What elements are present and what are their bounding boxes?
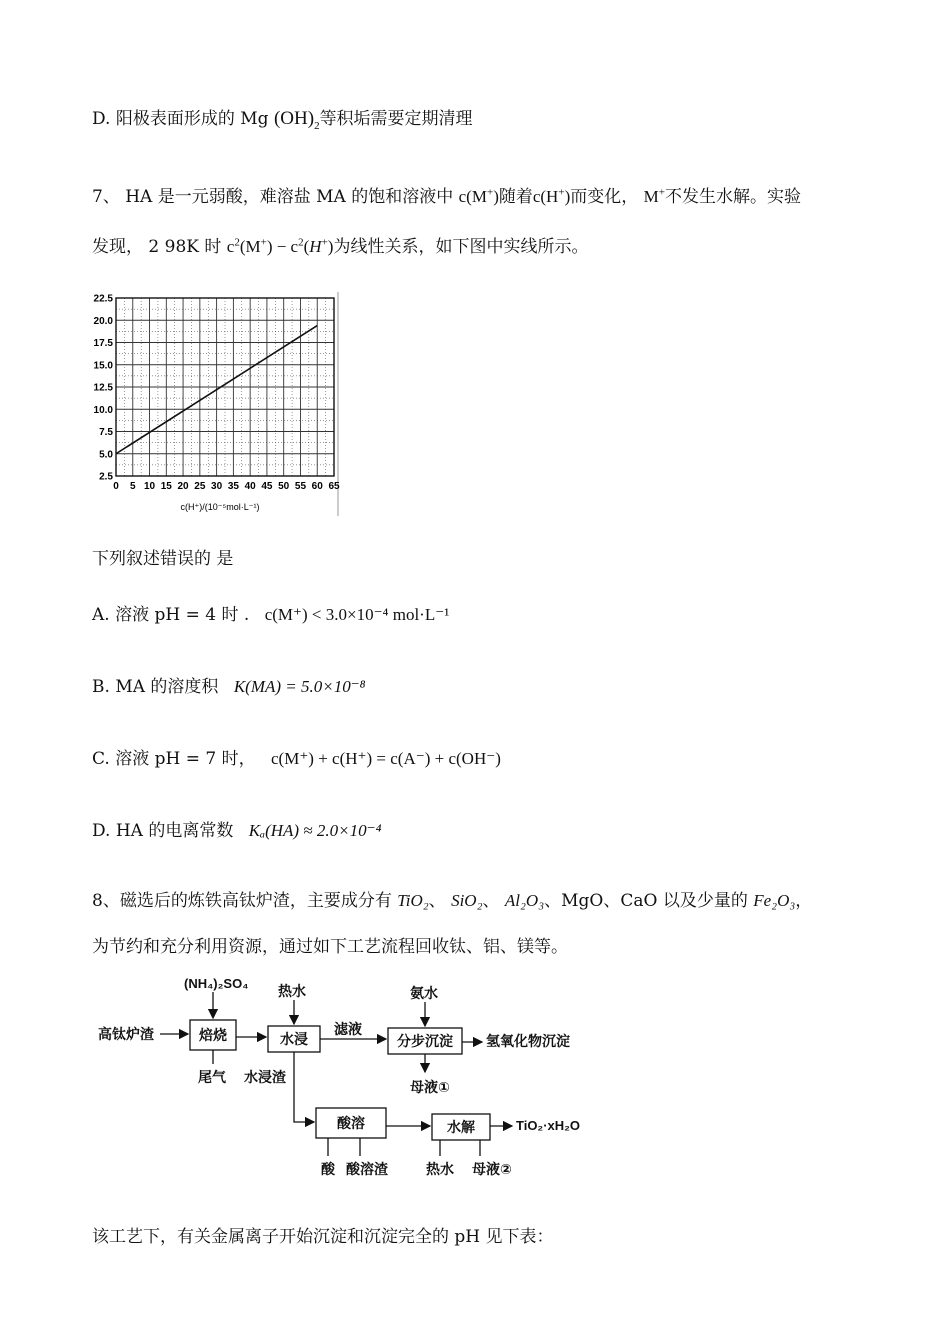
label-box2: 水浸 [280, 1031, 308, 1047]
x-tick-label: 10 [143, 481, 156, 492]
formula-fe2o3: Fe₂O₃ [753, 891, 796, 910]
question-text: 而变化， [570, 187, 639, 207]
label-reagent3: 氨水 [410, 985, 438, 1001]
formula-m-plus: M+ [643, 186, 665, 206]
separator: 、 [482, 891, 500, 911]
x-tick-label: 20 [177, 481, 189, 492]
label-out3: 母液① [410, 1079, 450, 1095]
question-text: ，如下图中实线所示。 [418, 237, 589, 257]
separator: 、 [428, 891, 446, 911]
label-product1: 氢氧化物沉淀 [486, 1033, 570, 1049]
question-number: 8、 [92, 891, 120, 911]
formula: $(OH)_2$ [273, 108, 320, 132]
y-tick-label: 12.5 [93, 382, 113, 394]
option-label: A. [92, 605, 110, 625]
option-text: 阳极表面形成的 Mg [115, 109, 269, 129]
question-text: 磁选后的炼铁高钛炉渣，主要成分有 [119, 891, 392, 911]
x-tick-label: 25 [194, 481, 206, 492]
q7-option-a [92, 600, 449, 625]
option-text: 溶液 pH = 4 时 . [115, 605, 250, 625]
x-tick-label: 5 [129, 481, 136, 492]
formula-sio2: SiO₂ [451, 891, 483, 910]
q7-option-c [92, 744, 501, 769]
x-axis-label: c(H⁺)/(10⁻⁵mol·L⁻¹) [180, 502, 260, 512]
label-input: 高钛炉渣 [98, 1026, 154, 1042]
question-text: 、MgO、CaO 以及少量的 [544, 891, 748, 911]
q7-stem: 下列叙述错误的 是 [92, 549, 234, 569]
label-out4: 酸溶渣 [346, 1161, 388, 1177]
label-out2: 水浸渣 [244, 1069, 286, 1085]
punctuation: ， [795, 891, 813, 911]
x-tick-label: 30 [211, 481, 223, 492]
option-text: MA 的溶度积 [115, 677, 219, 697]
q8-table-intro: 该工艺下，有关金属离子开始沉淀和沉淀完全的 pH 见下表： [92, 1227, 554, 1247]
q7-option-b [92, 672, 366, 697]
q7-line-1 [92, 182, 801, 207]
option-text: 溶液 pH = 7 时， [115, 749, 256, 769]
label-out1: 尾气 [198, 1069, 226, 1085]
option-text-after: 等积垢需要定期清理 [319, 109, 473, 129]
x-tick-label: 60 [311, 481, 323, 492]
formula-al2o3: Al₂O₃ [504, 891, 545, 910]
x-tick-label: 45 [261, 481, 273, 492]
x-tick-label: 15 [160, 481, 172, 492]
formula: Kₐ(HA) ≈ 2.0×10⁻⁴ [248, 821, 382, 840]
label-box4: 酸溶 [337, 1115, 365, 1131]
x-tick-label: 55 [294, 481, 307, 492]
q7-line-2 [92, 232, 588, 257]
q8-line-1 [92, 886, 812, 911]
y-tick-label: 5.0 [99, 449, 113, 461]
label-product2: TiO₂·xH₂O [516, 1118, 581, 1133]
label-out5: 母液② [472, 1161, 512, 1177]
q8-line-2: 为节约和充分利用资源，通过如下工艺流程回收钛、铝、镁等。 [92, 937, 568, 957]
x-tick-label: 40 [244, 481, 256, 492]
label-box3: 分步沉淀 [397, 1033, 453, 1049]
option-label: D. [92, 821, 111, 841]
formula-cm-ch: c(M+)随着c(H+) [458, 186, 571, 206]
option-label: B. [92, 677, 110, 697]
q6-option-d [92, 104, 473, 132]
y-tick-label: 15.0 [93, 360, 113, 372]
label-in5: 热水 [426, 1161, 454, 1177]
y-tick-label: 10.0 [93, 404, 113, 416]
label-in4: 酸 [321, 1161, 335, 1177]
x-tick-label: 65 [328, 481, 340, 492]
question-number: 7、 [92, 187, 120, 207]
x-tick-label: 35 [227, 481, 239, 492]
arrow-residue-to-acid [294, 1052, 314, 1122]
y-tick-label: 2.5 [99, 471, 113, 483]
label-reagent1: (NH₄)₂SO₄ [184, 976, 249, 991]
option-label: D. [92, 109, 111, 129]
formula-linear: $c^2(M^+) - c^2(H^+)$为线性关系 [226, 236, 419, 256]
formula: c(M⁺) + c(H⁺) = c(A⁻) + c(OH⁻) [271, 749, 501, 768]
y-tick-label: 20.0 [93, 315, 113, 327]
y-tick-label: 17.5 [93, 338, 113, 349]
y-tick-label: 22.5 [93, 293, 113, 305]
label-reagent2: 热水 [278, 983, 306, 999]
question-text: 发现， 2 98K 时 [92, 237, 222, 257]
formula-tio2: TiO₂ [397, 891, 429, 910]
question-text: 不发生水解。实验 [664, 187, 801, 207]
formula: c(M⁺) < 3.0×10⁻⁴ mol·L⁻¹ [264, 605, 450, 624]
linear-relation-chart [88, 290, 344, 518]
y-tick-label: 7.5 [99, 427, 113, 438]
label-box1: 焙烧 [199, 1027, 227, 1043]
option-label: C. [92, 749, 110, 769]
question-text: HA 是一元弱酸，难溶盐 MA 的饱和溶液中 [125, 187, 454, 207]
x-tick-label: 50 [278, 481, 290, 492]
label-filtrate: 滤液 [334, 1021, 362, 1037]
formula: K(MA) = 5.0×10⁻⁸ [233, 677, 366, 696]
x-tick-label: 0 [113, 481, 119, 492]
option-text: HA 的电离常数 [115, 821, 234, 841]
process-flow-diagram [88, 966, 598, 1188]
q7-option-d [92, 816, 382, 841]
label-box5: 水解 [447, 1119, 475, 1135]
